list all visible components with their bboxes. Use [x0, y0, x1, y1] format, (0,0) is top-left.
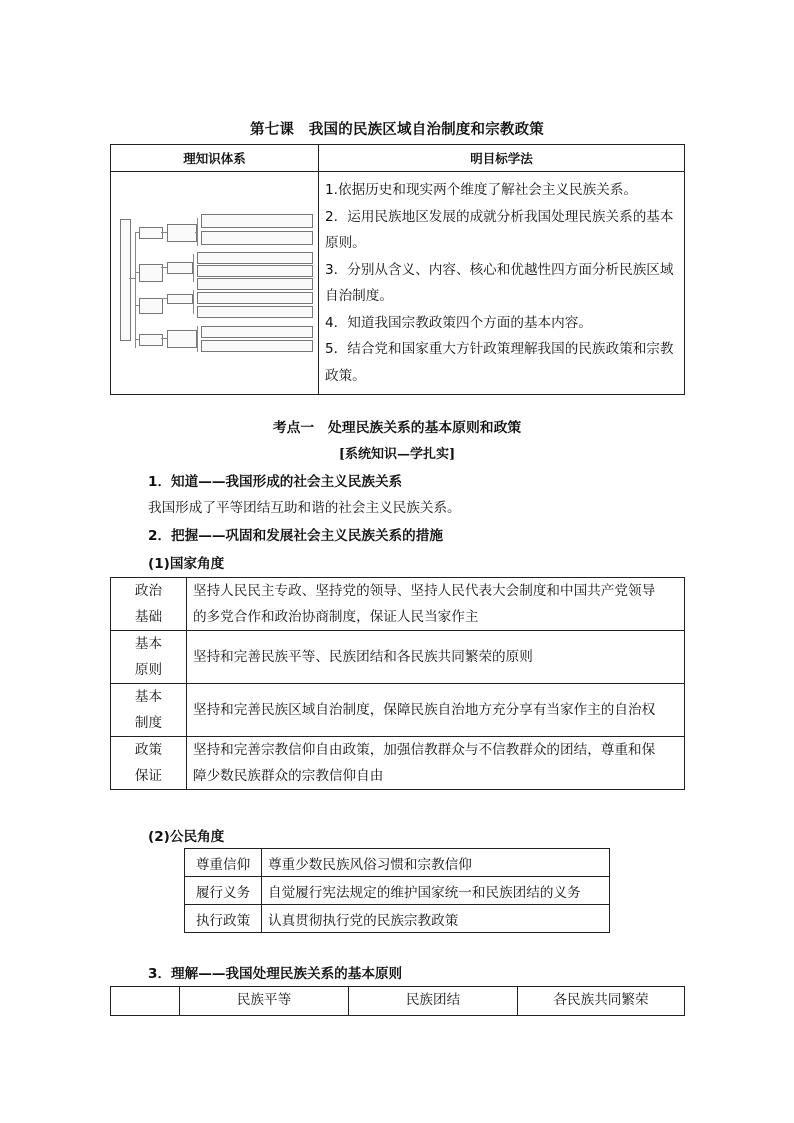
citizen-heading: (2)公民角度 [148, 829, 225, 845]
item3-heading: 3．理解——我国处理民族关系的基本原则 [148, 966, 403, 982]
principles-table [110, 986, 685, 1016]
goal-line: 4．知道我国宗教政策四个方面的基本内容。 [325, 314, 592, 331]
section-subtitle: [系统知识—学扎实] [338, 447, 456, 462]
goals-cell [319, 172, 685, 395]
row-key: 执行政策 [185, 905, 262, 933]
table-row [185, 905, 610, 933]
overview-table [110, 144, 685, 395]
knowledge-system-header: 理知识体系 [111, 145, 319, 172]
state-measures-table [110, 577, 685, 790]
goal-line: 3．分别从含义、内容、核心和优越性四方面分析民族区域 [325, 261, 674, 278]
goal-line: 2．运用民族地区发展的成就分析我国处理民族关系的基本 [325, 208, 674, 225]
item1-text: 我国形成了平等团结互助和谐的社会主义民族关系。 [148, 500, 461, 516]
citizen-measures-table [184, 848, 610, 933]
row-value: 坚持和完善民族平等、民族团结和各民族共同繁荣的原则 [187, 631, 685, 684]
section-title: 考点一 处理民族关系的基本原则和政策 [272, 420, 522, 436]
item2-heading: 2．把握——巩固和发展社会主义民族关系的措施 [148, 528, 443, 544]
mindmap-root-box [120, 219, 131, 341]
goal-line: 5．结合党和国家重大方针政策理解我国的民族政策和宗教 [325, 341, 674, 357]
goal-line: 原则。 [325, 235, 366, 251]
table-row [111, 578, 685, 631]
goals-header: 明目标学法 [319, 145, 685, 172]
mindmap-branch-box [139, 227, 163, 239]
mindmap-cell [111, 172, 319, 395]
table-row [111, 737, 685, 790]
row-key: 基本 制度 [111, 684, 187, 737]
goal-line: 1.依据历史和现实两个维度了解社会主义民族关系。 [325, 182, 638, 198]
table-row [111, 631, 685, 684]
table-row [185, 877, 610, 905]
row-value: 尊重少数民族风俗习惯和宗教信仰 [262, 849, 610, 877]
mindmap-branch-box [139, 334, 163, 346]
mindmap-sub-box [167, 224, 197, 242]
row-value: 认真贯彻执行党的民族宗教政策 [262, 905, 610, 933]
mindmap-leaf-box [197, 278, 313, 290]
mindmap-leaf-box [201, 340, 313, 352]
mindmap-branch-box [139, 264, 163, 282]
row-key: 基本 原则 [111, 631, 187, 684]
table-row [185, 849, 610, 877]
table-row [111, 684, 685, 737]
row-value: 自觉履行宪法规定的维护国家统一和民族团结的义务 [262, 877, 610, 905]
row-key: 尊重信仰 [185, 849, 262, 877]
knowledge-mindmap-figure [111, 174, 316, 392]
mindmap-sub-box [167, 262, 193, 274]
mindmap-branch-box [139, 298, 163, 314]
mindmap-leaf-box [197, 265, 313, 277]
mindmap-leaf-box [197, 252, 313, 264]
principle-header: 各民族共同繁荣 [518, 987, 685, 1016]
lesson-title: 第七课 我国的民族区域自治制度和宗教政策 [250, 121, 544, 138]
principle-header: 民族平等 [180, 987, 349, 1016]
row-key: 政策 保证 [111, 737, 187, 790]
mindmap-sub-box [167, 294, 193, 304]
item1-heading: 1．知道——我国形成的社会主义民族关系 [148, 474, 403, 490]
row-key: 履行义务 [185, 877, 262, 905]
mindmap-leaf-box [201, 326, 313, 338]
row-value: 坚持和完善宗教信仰自由政策，加强信教群众与不信教群众的团结，尊重和保 障少数民族群众的宗教信仰自由 [187, 737, 685, 790]
goal-line: 自治制度。 [325, 288, 393, 304]
mindmap-leaf-box [201, 231, 313, 245]
state-heading: (1)国家角度 [148, 556, 225, 572]
goal-line: 政策。 [325, 367, 366, 384]
mindmap-leaf-box [197, 306, 313, 318]
table-row [111, 987, 685, 1016]
mindmap-leaf-box [201, 214, 313, 228]
row-value: 坚持和完善民族区域自治制度，保障民族自治地方充分享有当家作主的自治权 [187, 684, 685, 737]
row-key: 政治 基础 [111, 578, 187, 631]
row-value: 坚持人民民主专政、坚持党的领导、坚持人民代表大会制度和中国共产党领导 的多党合作和政治协商制度，保证人民当家作主 [187, 578, 685, 631]
mindmap-leaf-box [197, 292, 313, 304]
principle-corner-cell [111, 987, 180, 1016]
principle-header: 民族团结 [349, 987, 518, 1016]
mindmap-sub-box [167, 330, 197, 348]
